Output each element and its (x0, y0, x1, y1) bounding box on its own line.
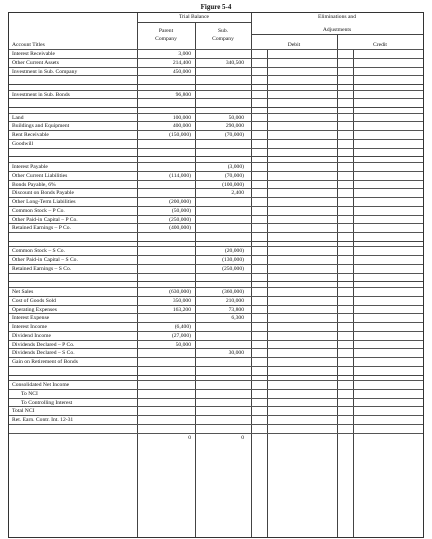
account-title: Common Stock – S Co. (12, 248, 65, 255)
account-title: Retained Earnings – P Co. (12, 225, 71, 232)
account-title: Net Sales (12, 289, 34, 295)
account-title: Discount on Bonds Payable (12, 190, 74, 197)
figure-title: Figure 5-4 (200, 3, 232, 11)
parent-amount: (27,000) (171, 332, 191, 339)
sub-amount: (20,000) (224, 248, 244, 255)
sub-amount: (70,000) (224, 132, 244, 139)
account-title: Other Paid-in Capital – S Co. (12, 257, 78, 264)
account-title: Bonds Payable, 6% (12, 181, 56, 188)
parent-amount: 3,000 (178, 51, 191, 57)
debit-header: Debit (287, 42, 301, 48)
account-title: Dividends Declared – S Co. (12, 350, 75, 357)
sub-amount: 0 (241, 434, 244, 441)
header-divider-debit-credit (337, 34, 338, 49)
account-title: Operating Expenses (12, 306, 57, 313)
sub-amount: 290,000 (225, 123, 244, 130)
sub-amount: (360,000) (222, 289, 244, 295)
parent-amount: 163,200 (172, 306, 191, 313)
parent-amount: 0 (188, 434, 191, 441)
parent-amount: 214,400 (172, 59, 191, 66)
parent-header-line1: Parent (158, 28, 174, 34)
parent-amount: (114,000) (169, 172, 191, 179)
parent-amount: 50,000 (175, 341, 191, 348)
account-title: Rent Receivable (12, 132, 49, 139)
account-title: To Controlling Interest (21, 399, 73, 406)
parent-amount: 400,000 (172, 123, 191, 130)
sub-amount: 210,000 (225, 297, 244, 304)
parent-amount: (6,400) (174, 324, 191, 330)
sub-amount: (250,000) (222, 265, 244, 272)
credit-header: Credit (373, 42, 387, 48)
account-title: Other Current Liabilities (12, 172, 68, 179)
group-divider (9, 281, 423, 282)
sub-amount: 2,400 (231, 190, 244, 197)
parent-amount: 350,000 (172, 297, 191, 304)
group-divider (9, 241, 423, 242)
account-title: Dividend Income (12, 332, 51, 339)
account-title: Interest Expense (12, 315, 50, 322)
account-title: Gain on Retirement of Bonds (12, 359, 78, 365)
sub-amount: (70,000) (224, 172, 244, 179)
sub-header-line2: Company (212, 36, 234, 42)
account-title: Investment in Sub. Company (12, 68, 78, 75)
account-title: Land (12, 114, 24, 121)
table-row (9, 433, 423, 443)
sub-amount: 73,800 (228, 306, 244, 313)
header-rule-trial-balance (137, 22, 251, 23)
account-title: Other Long-Term Liabilities (12, 199, 76, 206)
parent-amount: 450,000 (172, 68, 191, 75)
account-title: Retained Earnings – S Co. (12, 265, 72, 272)
account-title: Investment in Sub. Bonds (12, 91, 70, 98)
parent-amount: (150,000) (169, 132, 191, 139)
account-title: Interest Receivable (12, 51, 56, 57)
parent-amount: (250,000) (169, 216, 191, 223)
group-divider (9, 107, 423, 108)
account-title: Buildings and Equipment (12, 123, 70, 130)
account-title: Cost of Goods Sold (12, 297, 56, 304)
account-title (12, 434, 132, 443)
account-title: Interest Payable (12, 164, 48, 171)
account-title: Common Stock – P Co. (12, 207, 65, 214)
eliminations-header-line1: Eliminations and (317, 14, 357, 20)
account-title: Ret. Earn. Contr. Int. 12-31 (12, 417, 74, 424)
account-title: Dividends Declared – P Co. (12, 341, 75, 348)
account-titles-header: Account Titles (12, 42, 45, 48)
parent-amount: 100,000 (172, 114, 191, 121)
parent-header-line2: Company (155, 36, 177, 42)
parent-amount: (630,000) (169, 289, 191, 295)
parent-amount: (400,000) (169, 225, 191, 232)
account-title: Consolidated Net Income (12, 382, 70, 389)
account-title: Other Current Assets (12, 59, 59, 66)
sub-header-line1: Sub. (217, 28, 229, 34)
trial-balance-header: Trial Balance (178, 14, 210, 20)
parent-amount: (50,000) (171, 207, 191, 214)
sub-amount: 50,000 (228, 114, 244, 121)
parent-amount: 96,800 (175, 91, 191, 98)
group-divider (9, 156, 423, 157)
parent-amount: (200,000) (169, 199, 191, 206)
group-divider (9, 375, 423, 376)
sub-amount: (100,000) (222, 181, 244, 188)
group-divider (9, 84, 423, 85)
sub-amount: 340,500 (225, 59, 244, 66)
sub-amount: (130,000) (222, 257, 244, 264)
account-title: Interest Income (12, 324, 47, 330)
account-title: To NCI (21, 390, 38, 397)
worksheet (8, 12, 424, 538)
sub-amount: (3,000) (227, 164, 244, 171)
account-title: Total NCI (12, 408, 35, 415)
sub-amount: 6,300 (231, 315, 244, 322)
account-title: Other Paid-in Capital – P Co. (12, 216, 78, 223)
account-title: Goodwill (12, 140, 34, 147)
eliminations-header-line2: Adjustments (322, 27, 352, 33)
sub-amount: 30,000 (228, 350, 244, 357)
header-divider-parent-sub (195, 22, 196, 49)
